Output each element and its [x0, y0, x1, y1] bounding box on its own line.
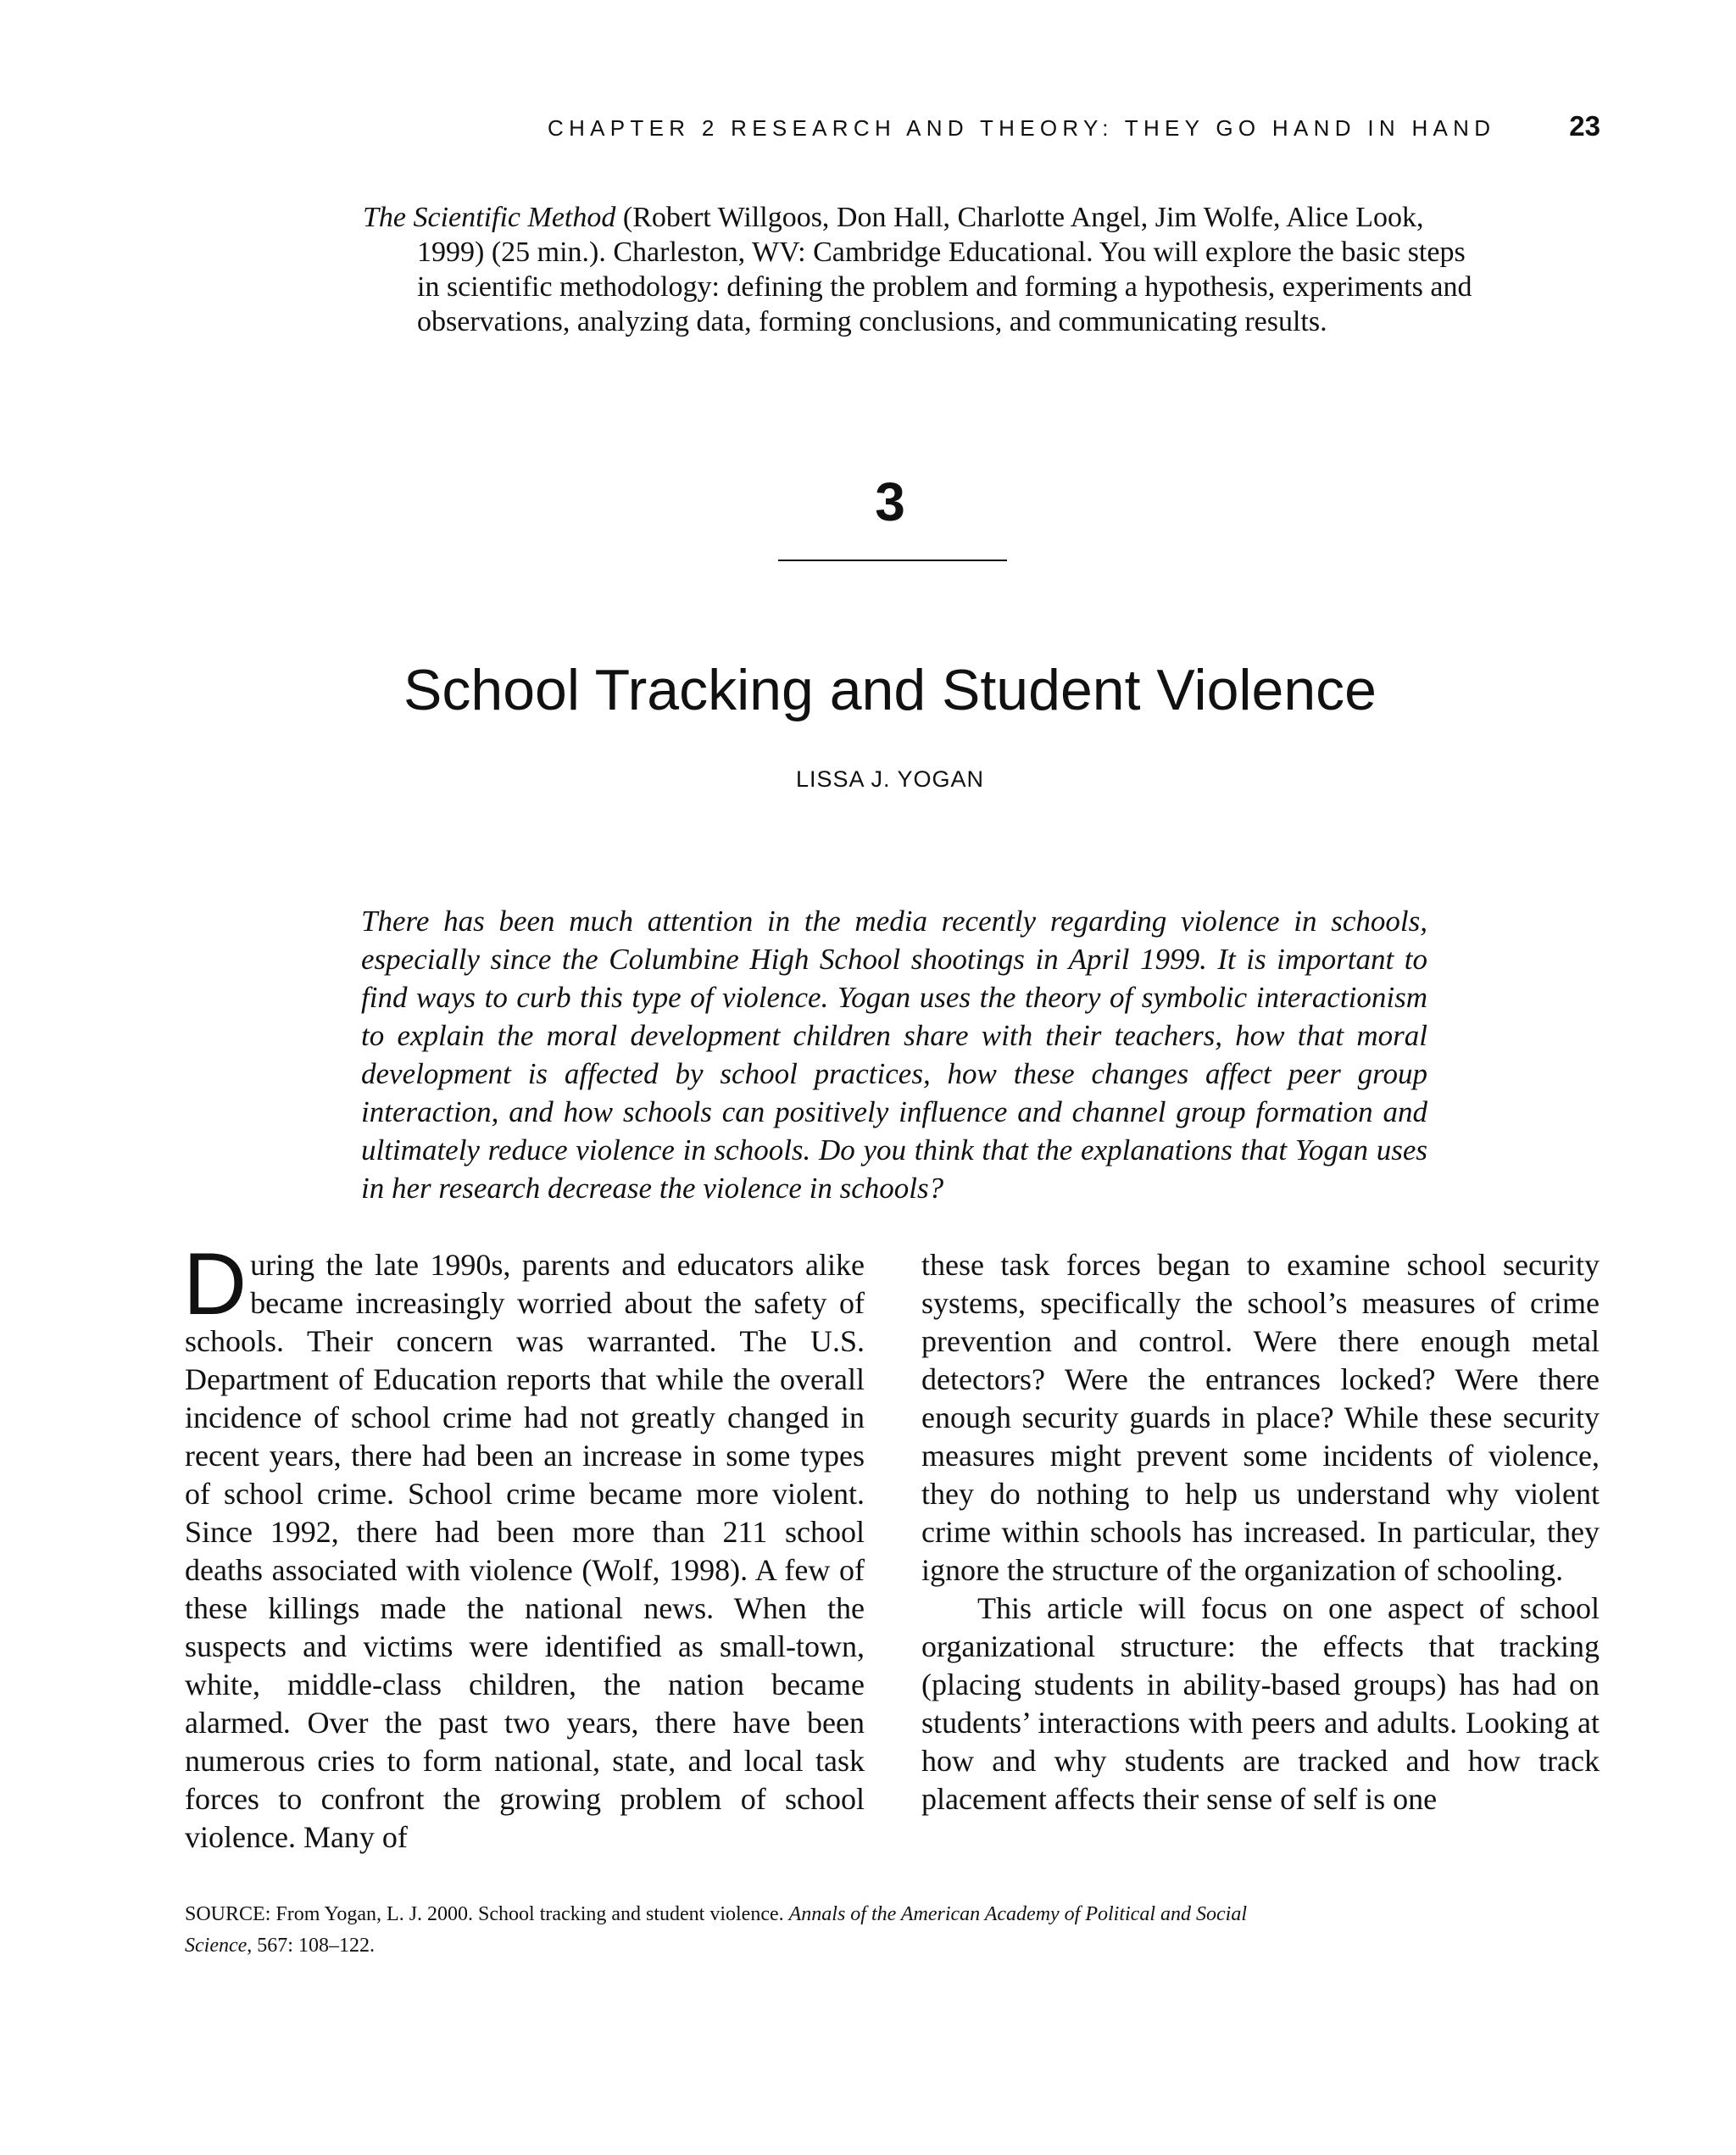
film-title: The Scientific Method	[363, 202, 616, 233]
drop-cap: D	[183, 1235, 248, 1334]
page-number: 23	[1569, 110, 1600, 142]
previous-entry-text: (Robert Willgoos, Don Hall, Charlotte Angel, Jim Wolfe, Alice Look, 1999) (25 min.). Charleston, WV: Cambridge Educational. You will explore the basic steps in scientific methodology: defining the problem and forming a hypothesis, experiments and observations, analyzing data, forming conclusions, and communicating results.	[417, 202, 1472, 337]
source-prefix: SOURCE: From Yogan, L. J. 2000. School tracking and student violence.	[185, 1903, 789, 1925]
body-left-column	[183, 1235, 865, 1857]
body-paragraph-2: This article will focus on one aspect of school organizational structure: the effects that tracking (placing students in ability-based groups) has had on students’ interactions with peers and adults. Looking at how and why students are tracked and how track placement affects their sense of self is one	[921, 1591, 1600, 1816]
source-note	[185, 1899, 1287, 1962]
chapter-title: School Tracking and Student Violence	[403, 658, 1377, 722]
source-journal: Annals of the American Academy of Political and Social Science	[185, 1903, 1247, 1957]
body-right-column	[921, 1246, 1600, 1818]
abstract: There has been much attention in the media recently regarding violence in schools, especially since the Columbine High School shootings in April 1999. It is important to find ways to curb this type of violence. Yogan uses the theory of symbolic interactionism to explain the moral development children share with their teachers, how that moral development is affected by school practices, how these changes affect peer group interaction, and how schools can positively influence and channel group formation and ultimately reduce violence in schools. Do you think that the explanations that Yogan uses in her research decrease the violence in schools?	[361, 905, 1427, 1205]
body-paragraph-1	[183, 1235, 865, 1857]
source-suffix: , 567: 108–122.	[247, 1935, 375, 1957]
body-paragraph-continued: these task forces began to examine school security systems, specifically the school’s measures of crime prevention and control. Were there enough metal detectors? Were the entrances locked? Were there enough security guards in place? While these security measures might prevent some incidents of violence, they do nothing to help us understand why violent crime within schools has increased. In particular, they ignore the structure of the organization of schooling.	[921, 1248, 1600, 1587]
chapter-rule	[778, 560, 1007, 561]
running-head: CHAPTER 2 RESEARCH AND THEORY: THEY GO HAND IN HAND	[548, 115, 1496, 141]
left-column-text: uring the late 1990s, parents and educators alike became increasingly worried about the safety of schools. Their concern was warranted. The U.S. Department of Education reports that while the overall incidence of school crime had not greatly changed in recent years, there had been an increase in some types of school crime. School crime became more violent. Since 1992, there had been more than 211 school deaths associated with violence (Wolf, 1998). A few of these killings made the national news. When the suspects and victims were identified as small-town, white, middle-class children, the nation became alarmed. Over the past two years, there have been numerous cries to form national, state, and local task forces to confront the growing problem of school violence. Many of	[185, 1248, 865, 1854]
chapter-number: 3	[875, 471, 905, 532]
author-byline: LISSA J. YOGAN	[795, 766, 985, 792]
previous-entry	[363, 200, 1482, 339]
